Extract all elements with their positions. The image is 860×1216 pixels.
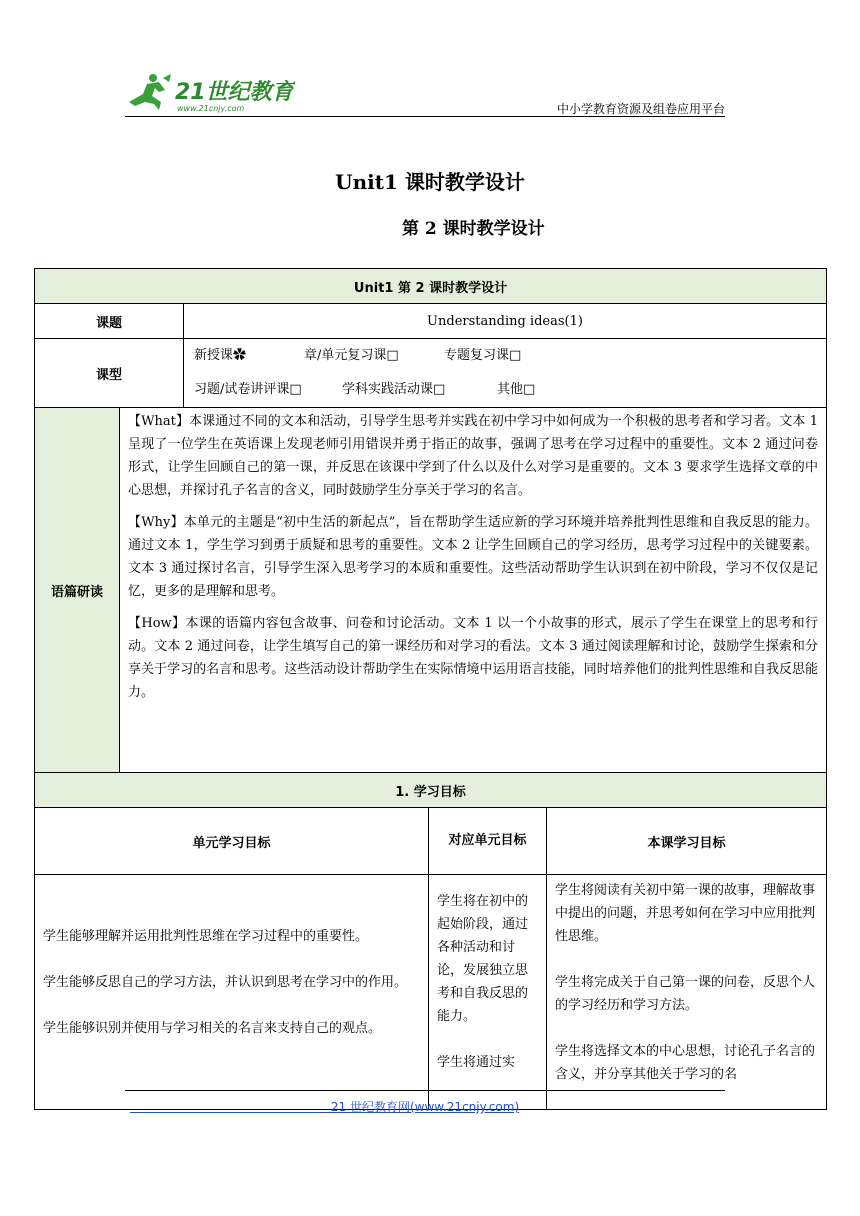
col-lesson-objectives: 本课学习目标 [547,808,827,875]
lesson-objective: 学生将选择文本的中心思想，讨论孔子名言的含义，并分享其他关于学习的名 [555,1044,816,1082]
lesson-objectives-cell [547,875,827,1110]
svg-text:www.21cnjy.com: www.21cnjy.com [177,104,245,113]
topic-value [184,304,827,339]
analysis-what: 【What】本课通过不同的文本和活动，引导学生思考并实践在初中学习中如何成为一个积极的思考者和学习者。文本 1 呈现了一位学生在英语课上发现老师引用错误并勇于指正的故事，强调了思考在学习过程中的重要性。文本 2 通过问卷形式，让学生回顾自己的第一课，并反思在该课中学到了什么以及什么对学习是重要的。文本 3 要求学生选择文章的中心思想，并探讨孔子名言的含义，同时鼓励学生分享关于学习的名言。 [128,414,819,498]
lesson-design-table [34,268,827,1110]
site-logo [125,72,295,116]
corresponding-objectives-cell [429,875,547,1110]
unit-objective: 学生能够识别并使用与学习相关的名言来支持自己的观点。 [43,1021,382,1036]
col-unit-objectives: 单元学习目标 [35,808,429,875]
col-corresponding: 对应单元目标 [429,808,547,875]
type-label: 课型 [35,339,184,408]
analysis-how: 【How】本课的语篇内容包含故事、问卷和讨论活动。文本 1 以一个小故事的形式，展示了学生在课堂上的思考和行动。文本 2 通过问卷，让学生填写自己的第一课经历和对学习的看法。文本 3 通过阅读理解和讨论，鼓励学生探索和分享关于学习的名言和思考。这些活动设计帮助学生在实际情境中运用语言技能，同时培养他们的批判性思维和自我反思能力。 [128,616,819,700]
lesson-objective: 学生将阅读有关初中第一课的故事，理解故事中提出的问题，并思考如何在学习中应用批判性思维。 [555,883,816,944]
corresponding-objective: 学生将在初中的起始阶段，通过各种活动和讨论，发展独立思考和自我反思的能力。 [437,893,529,1024]
type-option: 章/单元复习课□ [304,348,399,363]
footer-divider [125,1090,725,1091]
unit-objective: 学生能够理解并运用批判性思维在学习过程中的重要性。 [43,929,369,944]
lesson-objective: 学生将完成关于自己第一课的问卷，反思个人的学习经历和学习方法。 [555,975,816,1013]
topic-label: 课题 [35,304,184,339]
document-subtitle: 第 2 课时教学设计 [402,219,545,239]
platform-name: 中小学教育资源及组卷应用平台 [556,102,725,116]
unit-objective: 学生能够反思自己的学习方法，并认识到思考在学习中的作用。 [43,975,408,990]
unit-objectives-cell [35,875,429,1110]
corresponding-objective: 学生将通过实 [437,1054,516,1070]
analysis-why: 【Why】本单元的主题是“初中生活的新起点”，旨在帮助学生适应新的学习环境并培养批判性思维和自我反思的能力。通过文本 1，学生学习到勇于质疑和思考的重要性。文本 2 让学生回顾自己的学习经历，思考学习过程中的关键要素。文本 3 通过探讨名言，引导学生深入思考学习的本质和重要性。这些活动帮助学生认识到在初中阶段，学习不仅仅是记忆，更多的是理解和思考。 [128,515,819,599]
analysis-content [120,408,827,773]
type-option: 其他□ [497,382,536,397]
topic-text: Understanding ideas(1) [427,313,583,329]
lesson-type-options [184,339,827,408]
header-divider [125,116,725,117]
type-option: 习题/试卷讲评课□ [194,382,302,397]
type-option: 专题复习课□ [444,348,522,363]
page-header [125,72,725,118]
type-option: 学科实践活动课□ [342,382,446,397]
table-heading: Unit1 第 2 课时教学设计 [35,269,827,304]
type-option: 新授课✿ [194,348,247,363]
document-title: Unit1 课时教学设计 [335,170,525,194]
footer-link[interactable]: 21 世纪教育网(www.21cnjy.com) [330,1100,520,1114]
svg-text:21世纪教育: 21世纪教育 [175,80,294,105]
objectives-heading: 1. 学习目标 [35,773,827,808]
analysis-label: 语篇研读 [35,408,120,773]
